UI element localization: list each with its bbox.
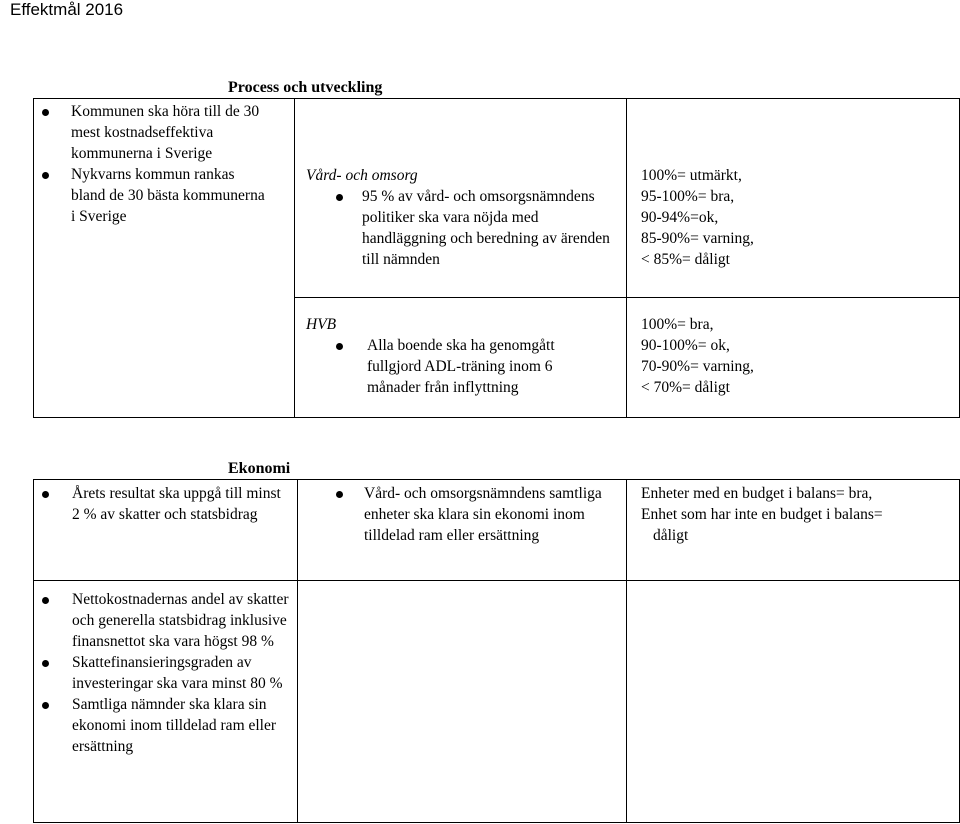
ekonomi-scale [641,483,959,546]
ekonomi-row-divider [33,580,960,581]
ekonomi-goal-list [72,589,290,757]
section-heading-ekonomi: Ekonomi [228,460,291,477]
ekonomi-vard-item [364,483,614,546]
bullet-icon [42,491,49,498]
ekonomi-goal-4: Samtliga nämnder ska klara sin ekonomi inom tilldelad ram eller ersättning [72,696,277,755]
list-item [72,652,290,694]
scale-line: 90-94%=ok, [641,209,719,226]
process-goal-2: Nykvarns kommun rankas bland de 30 bästa kommunerna i Sverige [71,166,265,225]
ekonomi-goal-2: Nettokostnadernas andel av skatter och generella statsbidrag inklusive finansnettot ska vara högst 98 % [72,591,289,650]
bullet-icon [42,660,49,667]
scale-line: Enhet som har inte en budget i balans= [641,506,883,523]
hvb-label: HVB [306,316,337,333]
list-item [72,589,290,652]
list-item [72,694,290,757]
scale-line: 90-100%= ok, [641,337,730,354]
process-goal-1: Kommunen ska höra till de 30 mest kostnadseffektiva kommunerna i Sverige [71,103,260,162]
hvb-item-text: Alla boende ska ha genomgått fullgjord ADL-träning inom 6 månader från inflyttning [367,337,555,396]
list-item [71,101,271,164]
bullet-icon [336,491,343,498]
scale-line: dåligt [653,527,689,544]
section-heading-process: Process och utveckling [228,79,383,96]
vard-item-text: 95 % av vård- och omsorgsnämndens politiker ska vara nöjda med handläggning och beredning av ärenden till nämnden [362,188,610,268]
scale-line: 95-100%= bra, [641,188,735,205]
scale-line: 85-90%= varning, [641,230,754,247]
process-goal-list [71,101,271,227]
ekonomi-goal-3: Skattefinansieringsgraden av investeringar ska vara minst 80 % [72,654,283,692]
bullet-icon [42,109,49,116]
bullet-icon [42,597,49,604]
bullet-icon [42,172,49,179]
scale-line: 100%= utmärkt, [641,167,742,184]
scale-line: Enheter med en budget i balans= bra, [641,485,873,502]
process-row-divider [294,297,960,298]
ekonomi-vard-item-text: Vård- och omsorgsnämndens samtliga enheter ska klara sin ekonomi inom tilldelad ram eller ersättning [364,485,602,544]
hvb-item [367,335,599,398]
bullet-icon [336,194,343,201]
scale-line: 70-90%= varning, [641,358,754,375]
bullet-icon [42,702,49,709]
list-item [71,164,271,227]
scale-line: 100%= bra, [641,316,714,333]
document-title: Effektmål 2016 [10,0,124,19]
ekonomi-goal-1 [72,483,282,525]
bullet-icon [336,343,343,350]
vard-item [362,186,614,270]
vard-scale [641,165,754,270]
hvb-scale [641,314,754,398]
scale-line: < 70%= dåligt [641,379,730,396]
ekonomi-goal-1-text: Årets resultat ska uppgå till minst 2 % av skatter och statsbidrag [72,485,281,523]
vard-label: Vård- och omsorg [306,167,418,184]
scale-line: < 85%= dåligt [641,251,730,268]
